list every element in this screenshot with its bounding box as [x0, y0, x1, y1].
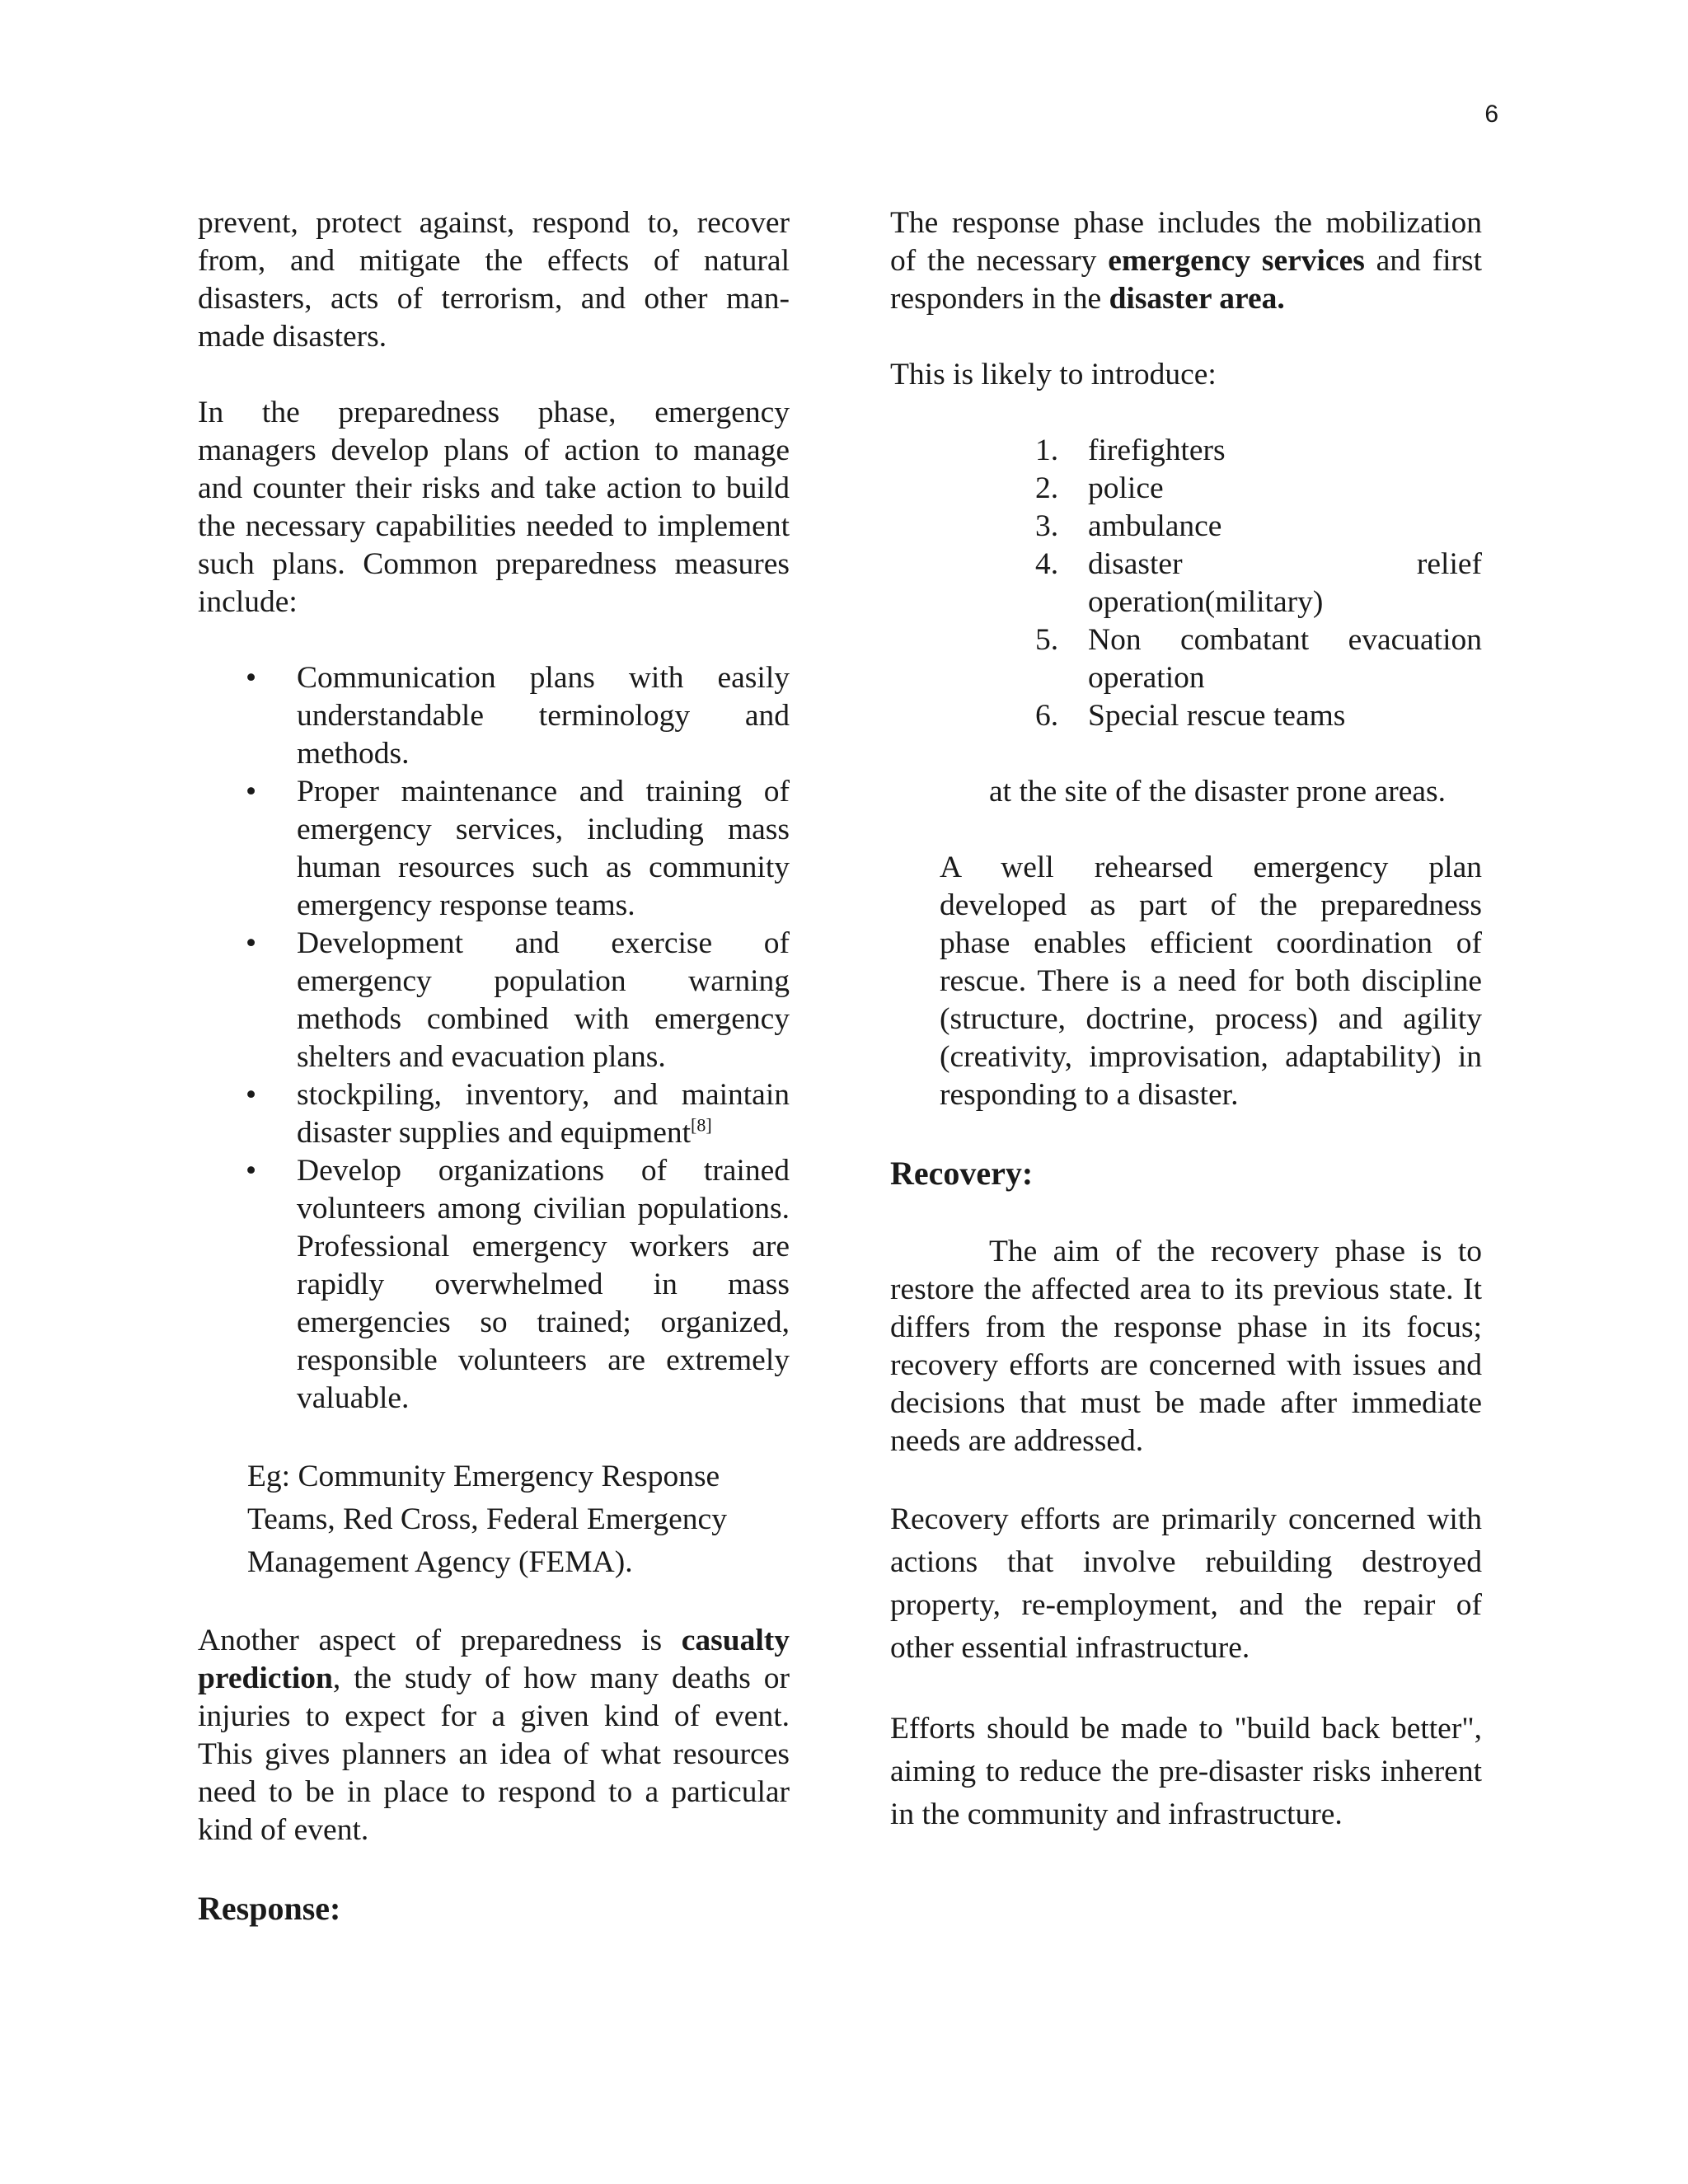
bullet-icon: • [246, 775, 257, 808]
casualty-paragraph: Another aspect of preparedness is casualty prediction, the study of how many deaths or injuries to expect for a given kind of event. This gives planners an idea of what resources need to be in place to respond to a particular kind of event. [198, 1624, 790, 1847]
list-text: firefighters [1088, 434, 1226, 467]
bullet-text: Proper maintenance and training of emergency services, including mass human resources such as community emergency response teams. [297, 775, 790, 922]
list-text: Special rescue teams [1088, 699, 1346, 733]
recovery-heading: Recovery: [890, 1155, 1034, 1192]
list-item [198, 925, 790, 1076]
list-number: 2. [1035, 471, 1059, 505]
list-item [198, 659, 790, 773]
bullet-icon: • [246, 1154, 257, 1188]
disaster-area-term: disaster area. [1109, 282, 1285, 316]
list-text: Non combatant evacuation operation [1088, 623, 1482, 695]
example-line: Teams, Red Cross, Federal Emergency [247, 1502, 727, 1536]
recovery-aim-paragraph: The aim of the recovery phase is to restore the affected area to its previous state. It differs from the response phase in its focus; recovery efforts are concerned with issues and decisions that must be made after immediate needs are addressed. [890, 1235, 1482, 1458]
recovery-efforts-paragraph: Recovery efforts are primarily concerned with actions that involve rebuilding destroyed property, re-employment, and the repair of other essential infrastructure. [890, 1502, 1482, 1665]
site-text: at the site of the disaster prone areas. [989, 775, 1446, 808]
emergency-services-term: emergency services [1108, 244, 1365, 278]
bullet-text: Develop organizations of trained volunteers among civilian populations. Professional emergency workers are rapidly overwhelmed in mass emergencies so trained; organized, responsible volunteers are extremely valuable. [297, 1154, 790, 1415]
list-item [890, 621, 1482, 697]
list-item [198, 1152, 790, 1418]
list-item [890, 432, 1482, 470]
preparedness-paragraph: In the preparedness phase, emergency managers develop plans of action to manage and counter their risks and take action to build the necessary capabilities needed to implement such plans. Common preparedness measures include: [198, 396, 790, 619]
bullet-text: Communication plans with easily understandable terminology and methods. [297, 661, 790, 771]
example-line: Eg: Community Emergency Response [247, 1460, 720, 1493]
list-item [890, 546, 1482, 621]
response-intro-paragraph: The response phase includes the mobilization of the necessary emergency services and first responders in the disaster area. [890, 206, 1482, 316]
list-text: disaster relief operation(military) [1088, 547, 1482, 619]
preparedness-measures-list [198, 659, 790, 1418]
build-back-paragraph: Efforts should be made to "build back better", aiming to reduce the pre-disaster risks inherent in the community and infrastructure. [890, 1712, 1482, 1831]
response-heading: Response: [198, 1890, 341, 1927]
list-item [890, 470, 1482, 508]
bullet-icon: • [246, 926, 257, 960]
list-item [198, 773, 790, 925]
bullet-text: Development and exercise of emergency population warning methods combined with emergency shelters and evacuation plans. [297, 926, 790, 1074]
responders-list [890, 432, 1482, 735]
example-block [198, 1455, 790, 1584]
list-text: police [1088, 471, 1164, 505]
bullet-icon: • [246, 661, 257, 695]
page-number: 6 [1484, 101, 1498, 128]
example-line: Management Agency (FEMA). [247, 1545, 633, 1579]
likely-introduce-text: This is likely to introduce: [890, 358, 1217, 391]
right-column [890, 204, 1482, 1836]
rehearsed-plan-paragraph: A well rehearsed emergency plan developed as part of the preparedness phase enables efficient coordination of rescue. There is a need for both discipline (structure, doctrine, process) and agility (creativity, improvisation, adaptability) in responding to a disaster. [940, 851, 1482, 1112]
intro-paragraph: prevent, protect against, respond to, recover from, and mitigate the effects of natural disasters, acts of terrorism, and other man-made disasters. [198, 206, 790, 354]
bullet-icon: • [246, 1078, 257, 1112]
list-item [890, 508, 1482, 546]
list-number: 3. [1035, 509, 1059, 543]
list-number: 5. [1035, 623, 1059, 657]
list-item [198, 1076, 790, 1152]
left-column [198, 204, 790, 1930]
list-number: 6. [1035, 699, 1059, 733]
citation-link[interactable]: [8] [691, 1114, 712, 1136]
list-item [890, 697, 1482, 735]
list-number: 4. [1035, 547, 1059, 581]
list-number: 1. [1035, 434, 1059, 467]
casualty-prediction-term: casualty prediction [198, 1624, 790, 1695]
bullet-text: stockpiling, inventory, and maintain disaster supplies and equipment [297, 1078, 790, 1150]
list-text: ambulance [1088, 509, 1222, 543]
